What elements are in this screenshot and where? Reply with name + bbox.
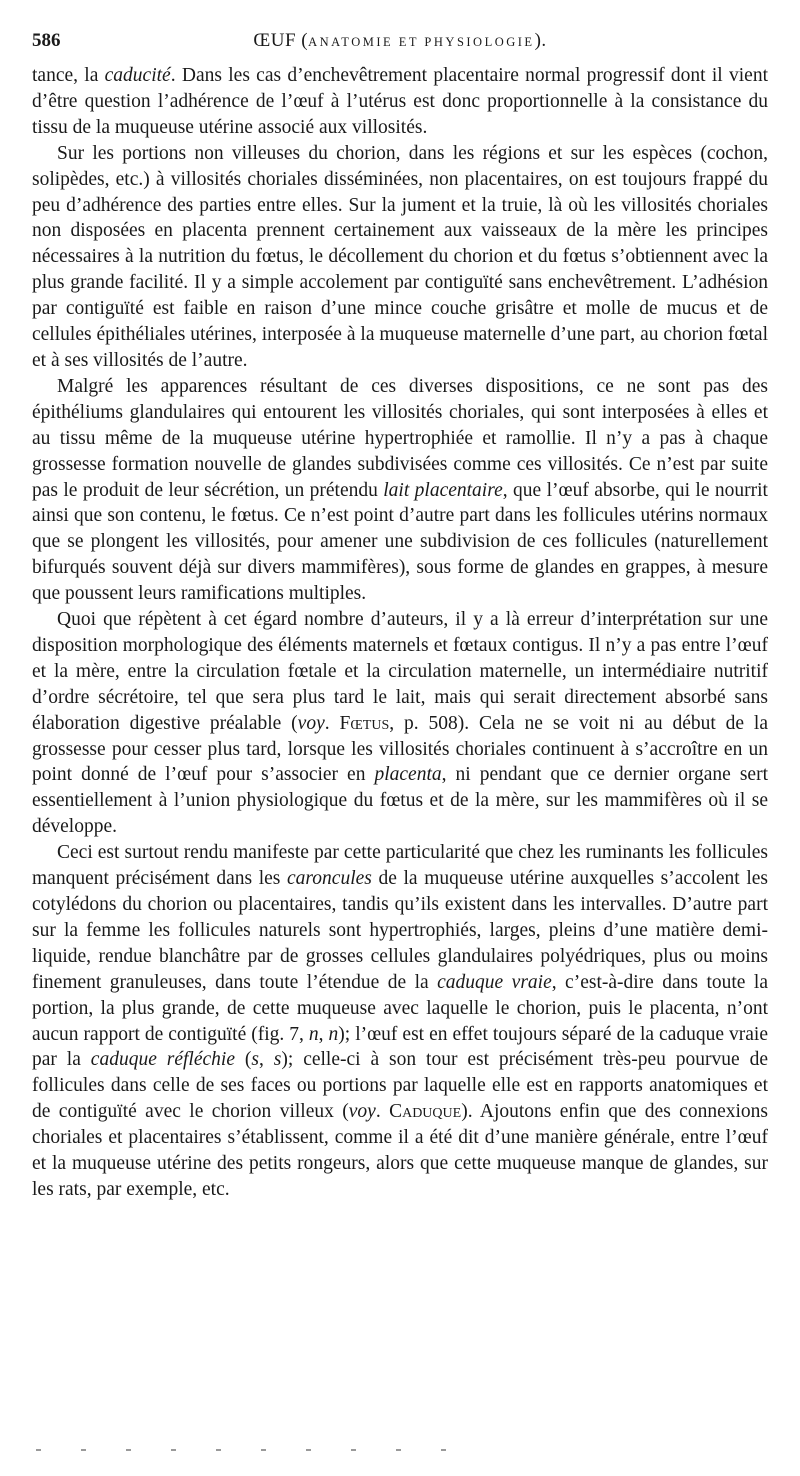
small-caps-text: Caduque (389, 1101, 462, 1123)
italic-text: placenta (374, 764, 442, 786)
text-run: , (258, 1049, 274, 1071)
text-run: Malgré les apparences résultant de ces diverses dispositions, ce ne sont pas des épithéliums glandulaires qui entourent les villosités choriales, qui sont interposées à elles et au tissu même de la muqueuse utérine hypertrophiée et ramollie. Il n’y a pas à chaque grossesse formation nouvelle de glandes subdivisées comme ces villosités. Ce n’est par suite pas le produit de leur sécrétion, un prétendu (32, 375, 768, 501)
italic-text: s (273, 1049, 282, 1071)
italic-text: caducité (104, 65, 171, 86)
text-run: ( (234, 1049, 252, 1071)
text-run: tance, la (32, 65, 105, 86)
paragraph (32, 63, 768, 141)
text-run: . (324, 712, 340, 734)
italic-text: caroncules (287, 868, 372, 890)
text-run: . Dans les cas d’enchevêtrement placentaire normal progressif dont il vient d’être question l’adhérence de l’œuf à l’utérus est donc proportionnelle à la consistance du tissu de la muqueuse utérine associé aux villosités. (32, 65, 768, 138)
text-run: Quoi que répètent à cet égard nombre d’auteurs, il y a là erreur d’interprétation sur une disposition morphologique des éléments maternels et fœtaux contigus. Il n’y a pas entre l’œuf et la mère, entre la circulation fœtale et la circulation maternelle, un intermédiaire nutritif d’ordre sécrétoire, tel que sera plus tard le lait, mais qui serait directement absorbé sans élaboration digestive préalable ( (32, 609, 768, 734)
text-run: de la muqueuse utérine auxquelles s’accolent les cotylédons du chorion ou placentaires, tandis qu’ils existent dans les intervalles. D’autre part sur la femme les follicules naturels sont hypertrophiés, larges, pleins d’une matière demi-liquide, rendue blanchâtre par de grosses cellules glandulaires polyédriques, plus ou moins finement granuleuses, dans toute l’étendue de la (32, 868, 768, 993)
italic-text: voy (348, 1101, 376, 1123)
italic-text: n (328, 1023, 339, 1045)
text-run: , ni pendant que ce dernier organe sert essentiellement à l’union physiologique du fœtus et de la mère, sur les mammifères où il se développe. (32, 764, 769, 838)
running-title-paren-open: ( (296, 30, 309, 51)
body-text (32, 63, 768, 1203)
italic-text: caduque vraie (437, 971, 552, 993)
text-run: , que l’œuf absorbe, qui le nourrit ainsi que son contenu, le fœtus. Ce n’est point d’autre part dans les follicules utérins normaux que se plongent les villosités, pour amener une subdivision de ces follicules (naturellement bifurqués souvent déjà sur divers mammifères), sous forme de glandes en grappes, à mesure que poussent leurs ramifications multiples. (32, 479, 768, 605)
paragraph (32, 141, 768, 374)
scan-specks (36, 1438, 556, 1442)
italic-text: voy (297, 712, 325, 734)
text-run: , (318, 1023, 329, 1045)
text-run: , c’est-à-dire dans toute la portion, la plus grande, de cette muqueuse avec laquelle le chorion, puis le placenta, n’ont aucun rapport de contiguïté (fig. 7, (32, 971, 768, 1045)
text-run: , p. 508). Cela ne se voit ni au début de la grossesse pour cesser plus tard, lorsque les villosités choriales continuent à s’accroître en un point donné de l’œuf pour s’associer en (32, 712, 769, 786)
italic-text: lait placentaire (383, 479, 503, 501)
italic-text: n (308, 1023, 319, 1045)
text-run: . (375, 1101, 390, 1123)
running-title-main: ŒUF (253, 30, 297, 51)
text-run: ). Ajoutons enfin que des connexions choriales et placentaires s’établissent, comme il a été dit d’une manière générale, entre l’œuf et la muqueuse utérine des petits rongeurs, alors que cette muqueuse manque de glandes, sur les rats, par exemple, etc. (32, 1101, 768, 1200)
running-title-sub: ANATOMIE ET PHYSIOLOGIE (308, 35, 535, 49)
page-number: 586 (32, 30, 61, 51)
italic-text: caduque réfléchie (90, 1049, 235, 1071)
paragraph (32, 607, 768, 840)
text-run: Ceci est surtout rendu manifeste par cette particularité que chez les ruminants les follicules manquent précisément dans les (32, 842, 768, 890)
running-title-paren-close: ). (534, 30, 547, 51)
running-title (32, 30, 768, 52)
italic-text: s (251, 1049, 259, 1071)
paragraph (32, 374, 768, 607)
text-run: Sur les portions non villeuses du chorion, dans les régions et sur les espèces (cochon, solipèdes, etc.) à villosités choriales disséminées, non placentaires, on est toujours frappé du peu d’adhérence des parties entre elles. Sur la jument et la truie, là où les villosités choriales non disposées en placenta prennent certainement aux vaisseaux de la mère les principes nécessaires à la nutrition du fœtus, le décollement du chorion et du fœtus s’obtiennent avec la plus grande facilité. Il y a simple accolement par contiguïté sans enchevêtrement. L’adhésion par contiguïté est faible en raison d’une mince couche grisâtre et molle de mucus et de cellules épithéliales utérines, interposée à la muqueuse maternelle d’une part, au chorion fœtal et à ses villosités de l’autre. (32, 142, 768, 371)
text-run: ); l’œuf est en effet toujours séparé de la caduque vraie par la (32, 1023, 768, 1071)
running-header (32, 30, 768, 58)
small-caps-text: Fœtus (339, 712, 390, 734)
paragraph (32, 840, 768, 1203)
text-run: ); celle-ci à son tour est précisément très-peu pourvue de follicules dans celle de ses faces ou portions par laquelle elle est en rapports anatomiques et de contiguïté avec le chorion villeux ( (32, 1049, 768, 1123)
